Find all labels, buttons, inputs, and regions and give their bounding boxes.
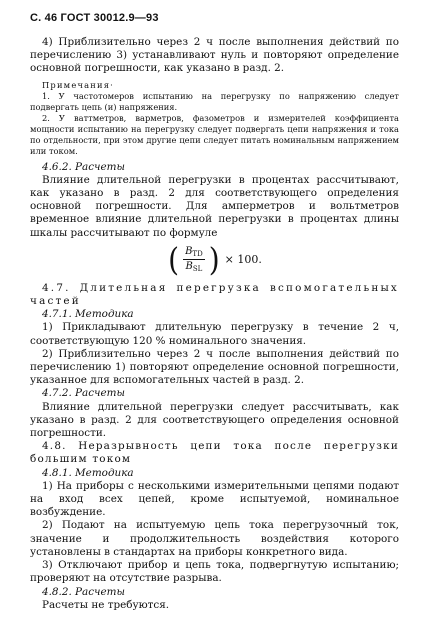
paragraph-4-7-1-1: 1) Прикладывают длительную перегрузку в течение 2 ч, соответствующую 120 % номинального значения. [30,321,399,347]
fraction-numerator: $B_{TD}$ [185,246,203,259]
note-1: 1. У частотомеров испытанию на перегрузку по напряжению следует подвергать цепь (и) напряжения. [30,90,399,112]
fraction [183,246,205,273]
formula [30,240,399,279]
page-header: С. 46 ГОСТ 30012.9—93 [30,12,159,24]
paragraph-4-8-2: Расчеты не требуются. [42,598,170,611]
right-paren: ) [208,240,220,279]
note-2: 2. У ваттметров, варметров, фазометров и измерителей коэффициента мощности испытанию на перегрузку следует подвергать цепи напряжения и тока по отдельности, при этом другие цепи следует питать номинальным напряжением или током. [30,112,399,156]
paragraph-4-7-2: Влияние длительной перегрузки следует рассчитывать, как указано в разд. 2 для соответствующего определения основной погрешности. [30,400,399,440]
heading-4-7: 4.7. Длительная перегрузка вспомогательных частей [30,281,399,308]
heading-4-6-2: 4.6.2. Расчеты [42,160,125,173]
paragraph-4-8-1-3: 3) Отключают прибор и цепь тока, подвергнутую испытанию; проверяют на отсутствие разрыва. [30,559,399,585]
heading-4-8: 4.8. Неразрывность цепи тока после перегрузки большим током [30,440,399,466]
paragraph-4-8-1-1: 1) На приборы с несколькими измерительными цепями подают на вход всех цепей, кроме испытуемой, номинальное возбуждение. [30,479,399,519]
heading-4-8-1: 4.8.1. Методика [42,466,134,479]
notes-title: Примечания· [42,79,115,90]
formula-factor: × 100. [224,253,262,267]
heading-4-7-1: 4.7.1. Методика [42,308,134,321]
paragraph-item-4: 4) Приблизительно через 2 ч после выполнения действий по перечислению 3) устанавливают нуль и повторяют определение основной погрешности, как указано в разд. 2. [30,36,399,75]
left-paren: ( [168,240,180,279]
heading-4-8-2: 4.8.2. Расчеты [42,585,125,598]
paragraph-4-8-1-2: 2) Подают на испытуемую цепь тока перегрузочный ток, значение и продолжительность воздействия которого установлены в стандартах на приборы конкретного вида. [30,519,399,558]
fraction-denominator: $B_{SL}$ [185,261,203,274]
paragraph-4-7-1-2: 2) Приблизительно через 2 ч после выполнения действий по перечислению 1) повторяют определение основной погрешности, указанное для вспомогательных частей в разд. 2. [30,347,399,387]
heading-4-7-2: 4.7.2. Расчеты [42,387,125,400]
paragraph-4-6-2: Влияние длительной перегрузки в процентах рассчитывают, как указано в разд. 2 для соответствующего определения основной погрешности. Для амперметров и вольтметров временное влияние длительной перегрузки в процентах длины шкалы рассчитывают по формуле [30,173,399,239]
